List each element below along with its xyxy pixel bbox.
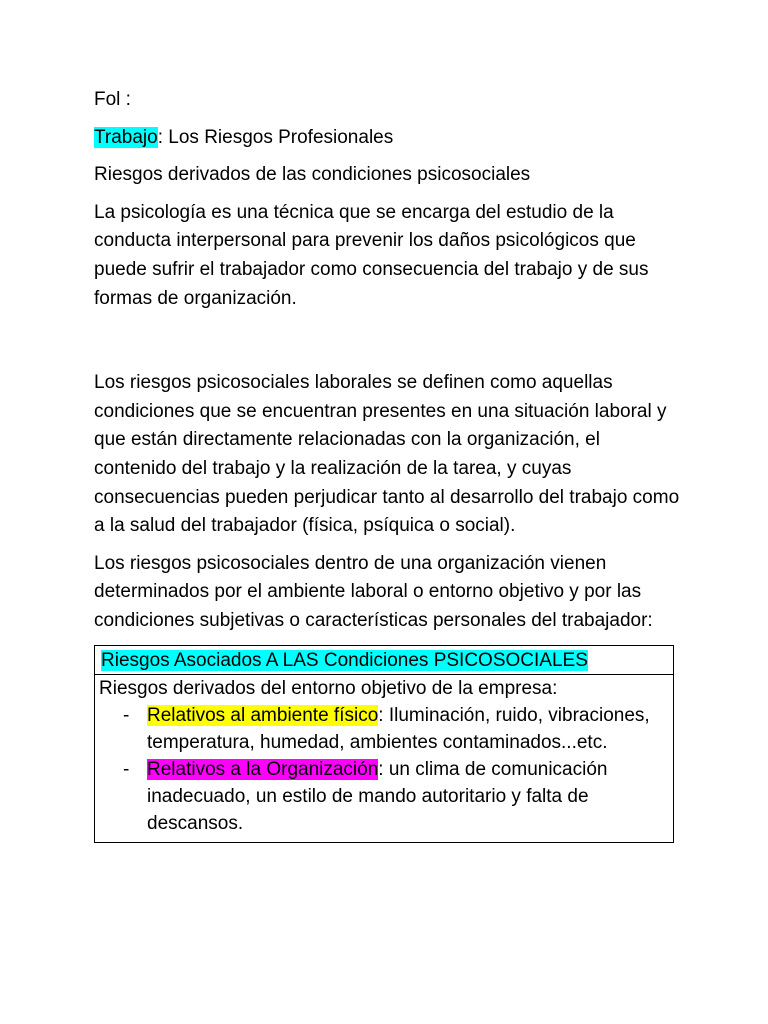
risk-item-organizacion [99, 756, 669, 837]
risk-item-text: : Iluminación, ruido, vibraciones, temperatura, humedad, ambientes contaminados...etc. [147, 704, 650, 753]
list-dash: - [123, 704, 130, 726]
list-dash: - [123, 758, 130, 780]
risk-table-intro: Riesgos derivados del entorno objetivo de la empresa: [99, 677, 558, 699]
document-page [94, 86, 684, 843]
risk-item-label-highlight: Relativos al ambiente físico [147, 704, 379, 726]
trabajo-highlight: Trabajo [94, 126, 158, 148]
risk-table-body [95, 675, 673, 842]
risk-table [94, 645, 674, 843]
risk-list [99, 702, 669, 837]
risk-table-header [95, 646, 673, 675]
blank-space [94, 322, 684, 369]
paragraph-determinados: Los riesgos psicosociales dentro de una organización vienen determinados por el ambiente laboral o entorno objetivo y por las condiciones subjetivas o características personales del trabajador: [94, 552, 653, 631]
fol-line: Fol : [94, 89, 131, 110]
paragraph-psicologia: La psicología es una técnica que se encarga del estudio de la conducta interpersonal para prevenir los daños psicológicos que puede sufrir el trabajador como consecuencia del trabajo y de sus formas de organización. [94, 201, 649, 309]
risk-item-ambiente-fisico [99, 702, 669, 756]
subtitle: Riesgos derivados de las condiciones psicosociales [94, 164, 531, 186]
risk-table-title: Riesgos Asociados A LAS Condiciones PSICOSOCIALES [101, 649, 588, 671]
paragraph-definicion: Los riesgos psicosociales laborales se definen como aquellas condiciones que se encuentran presentes en una situación laboral y que están directamente relacionadas con la organización, el contenido del trabajo y la realización de la tarea, y cuyas consecuencias pueden perjudicar tanto al desarrollo del trabajo como a la salud del trabajador (física, psíquica o social). [94, 372, 680, 537]
trabajo-line [94, 124, 684, 153]
risk-item-label-highlight: Relativos a la Organización [147, 758, 379, 780]
risk-item-text: : un clima de comunicación inadecuado, un estilo de mando autoritario y falta de descansos. [147, 758, 608, 834]
trabajo-title: : Los Riesgos Profesionales [157, 126, 394, 148]
